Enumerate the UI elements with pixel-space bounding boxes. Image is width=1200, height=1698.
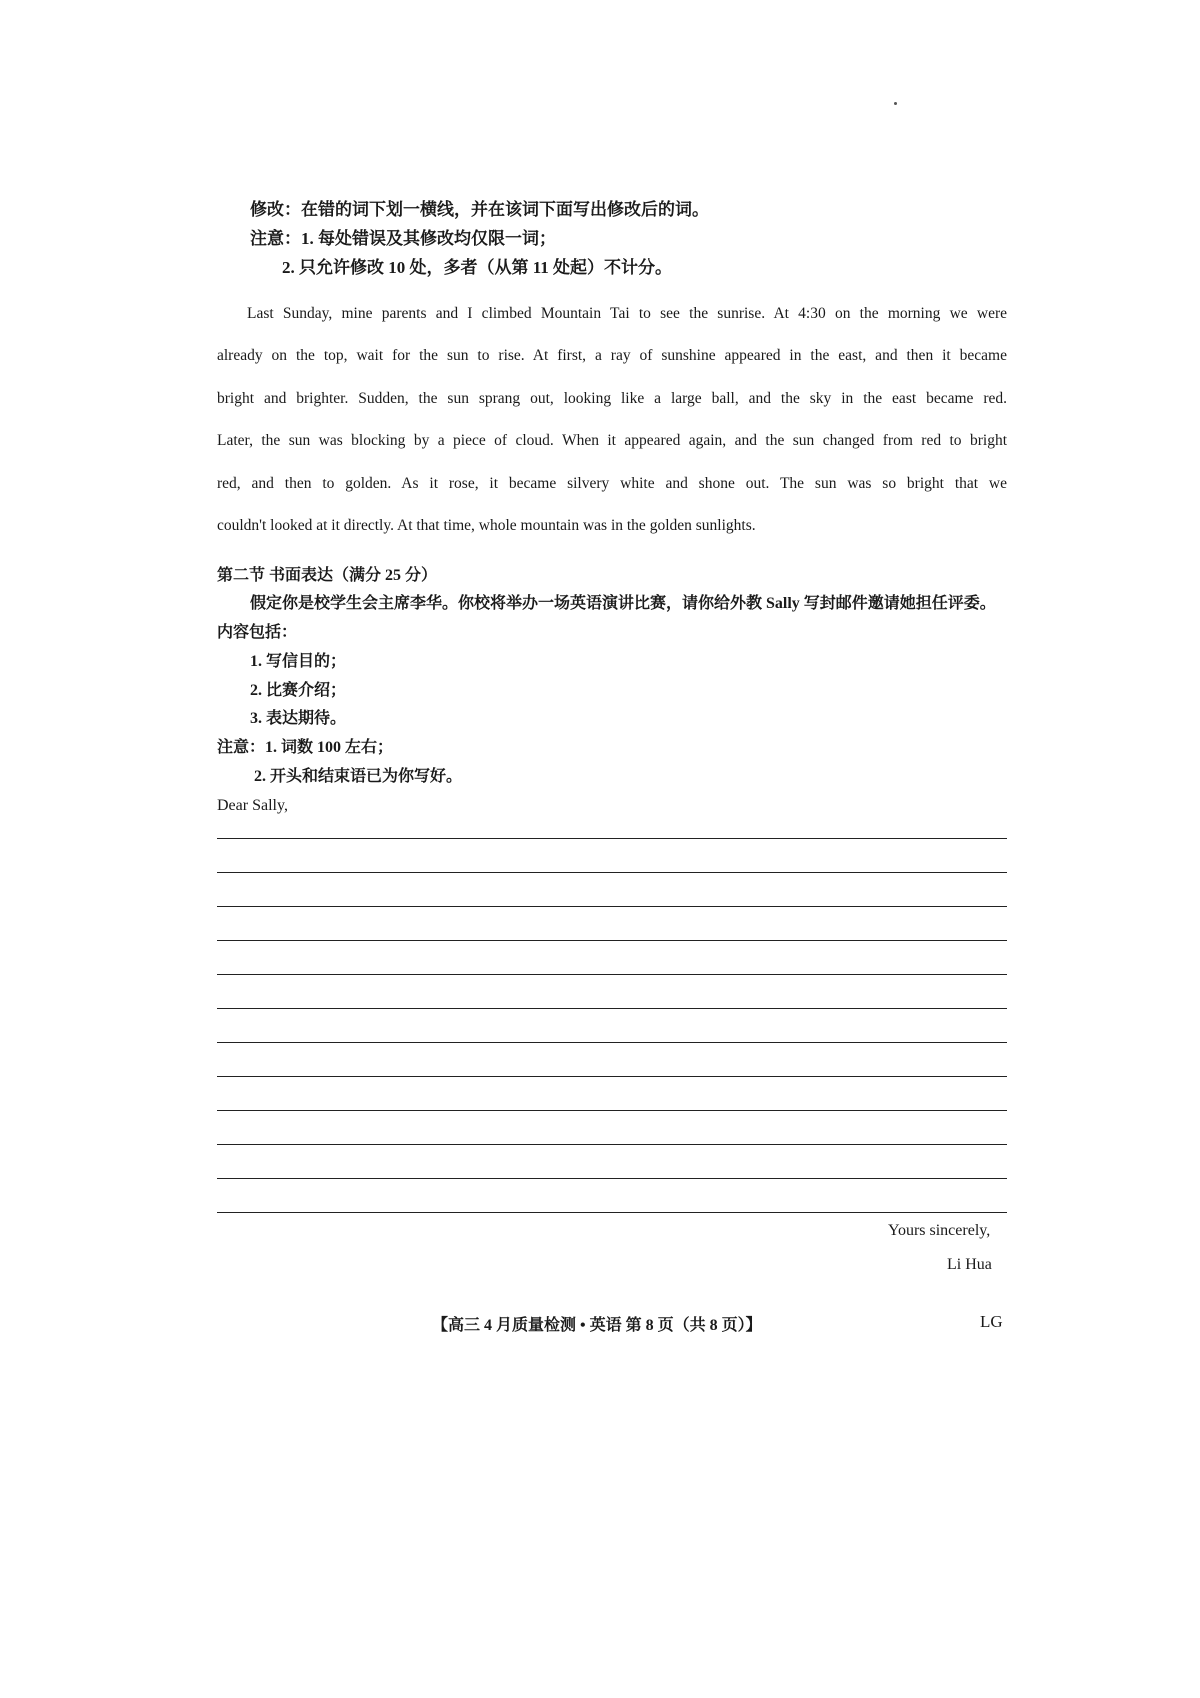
- signature-name: Li Hua: [947, 1256, 992, 1273]
- passage-line: already on the top, wait for the sun to rise. At first, a ray of sunshine appeared in the east, and then it became: [217, 347, 1007, 365]
- writing-prompt: 假定你是校学生会主席李华。你校将举办一场英语演讲比赛，请你给外教 Sally 写封邮件邀请她担任评委。: [250, 595, 996, 612]
- writing-line[interactable]: [217, 940, 1007, 941]
- scan-speck: [894, 102, 897, 105]
- writing-line[interactable]: [217, 1076, 1007, 1077]
- content-item: 1. 写信目的；: [250, 653, 347, 670]
- instruction-correction: 修改：在错的词下划一横线，并在该词下面写出修改后的词。: [250, 200, 709, 219]
- writing-line[interactable]: [217, 838, 1007, 839]
- content-item: 2. 比赛介绍；: [250, 682, 347, 699]
- section-title: 第二节 书面表达（满分 25 分）: [217, 567, 438, 584]
- passage-line: Last Sunday, mine parents and I climbed Mountain Tai to see the sunrise. At 4:30 on the morning we were: [247, 305, 1007, 322]
- passage-line: red, and then to golden. As it rose, it became silvery white and shone out. The sun was so bright that we: [217, 474, 1007, 492]
- writing-line[interactable]: [217, 1008, 1007, 1009]
- writing-line[interactable]: [217, 872, 1007, 873]
- writing-line[interactable]: [217, 1042, 1007, 1043]
- writing-line[interactable]: [217, 906, 1007, 907]
- content-item: 3. 表达期待。: [250, 710, 347, 727]
- writing-line[interactable]: [217, 1212, 1007, 1213]
- greeting: Dear Sally,: [217, 797, 288, 814]
- error-correction-passage: [217, 293, 1007, 547]
- content-label: 内容包括：: [217, 624, 298, 641]
- note-item: 2. 开头和结束语已为你写好。: [254, 768, 463, 785]
- instruction-note-1: 注意：1. 每处错误及其修改均仅限一词；: [250, 229, 556, 248]
- passage-line: couldn't looked at it directly. At that time, whole mountain was in the golden sunlights.: [217, 517, 756, 535]
- notes-label: 注意：1. 词数 100 左右；: [217, 739, 394, 756]
- passage-line: bright and brighter. Sudden, the sun sprang out, looking like a large ball, and the sky in the east became red.: [217, 389, 1007, 407]
- page-footer: 【高三 4 月质量检测 • 英语 第 8 页（共 8 页）】: [432, 1317, 762, 1334]
- writing-line[interactable]: [217, 1110, 1007, 1111]
- passage-line: Later, the sun was blocking by a piece of cloud. When it appeared again, and the sun changed from red to bright: [217, 432, 1007, 450]
- closing-phrase: Yours sincerely,: [888, 1222, 991, 1239]
- paper-code: LG: [980, 1312, 1003, 1331]
- writing-line[interactable]: [217, 1178, 1007, 1179]
- writing-line[interactable]: [217, 974, 1007, 975]
- instruction-note-2: 2. 只允许修改 10 处，多者（从第 11 处起）不计分。: [282, 258, 673, 277]
- writing-line[interactable]: [217, 1144, 1007, 1145]
